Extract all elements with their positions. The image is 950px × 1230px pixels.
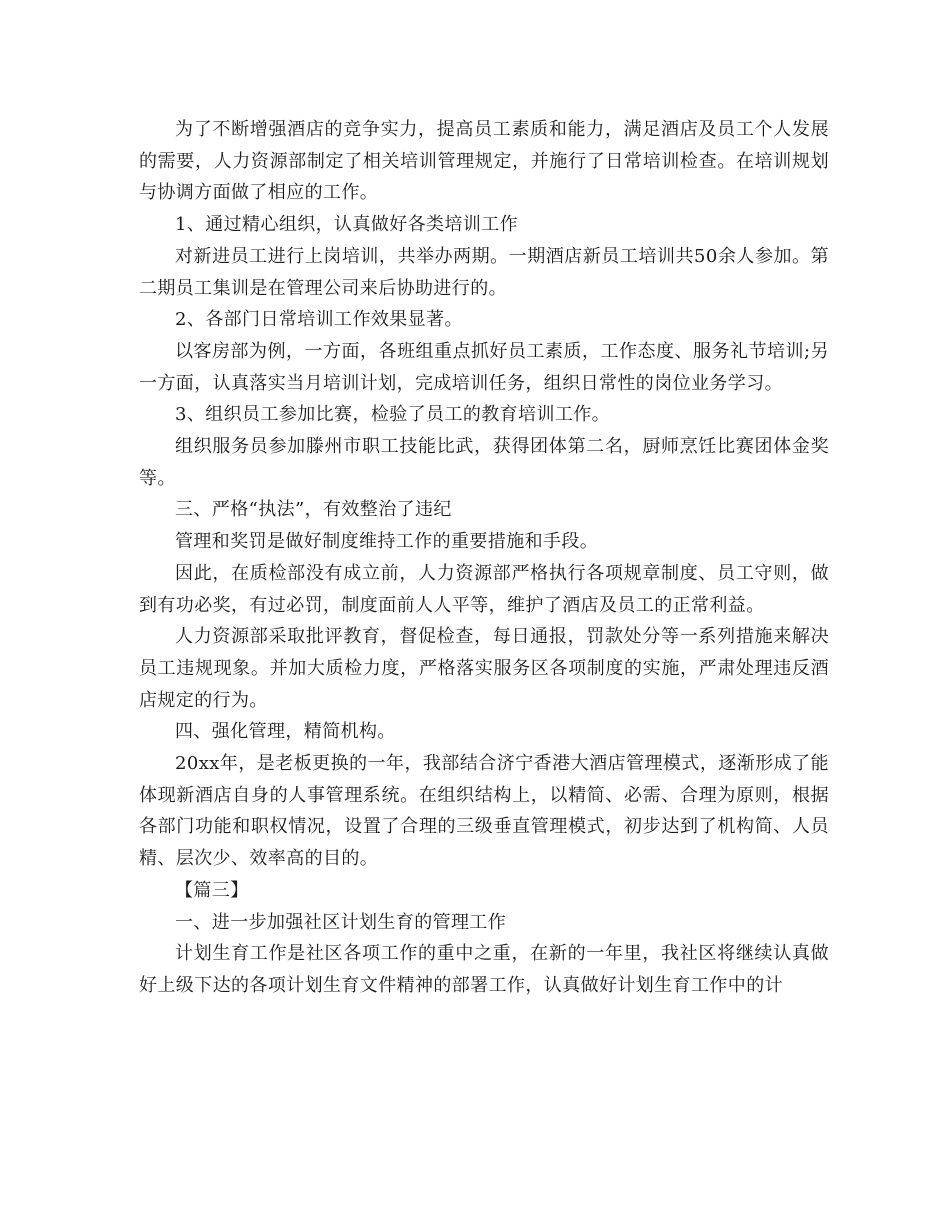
section-heading: 四、强化管理，精简机构。 — [175, 721, 396, 743]
paragraph: 20xx年，是老板更换的一年，我部结合济宁香港大酒店管理模式，逐渐形成了能体现新酒店自身的人事管理系统。在组织结构上，以精简、必需、合理为原则，根据各部门功能和职权情况，设置了合理的三级垂直管理模式，初步达到了机构简、人员精、层次少、效率高的目的。 — [139, 753, 829, 870]
section-heading: 一、进一步加强社区计划生育的管理工作 — [175, 911, 507, 933]
paragraph: 人力资源部采取批评教育，督促检查，每日通报，罚款处分等一系列措施来解决员工违规现象。并加大质检力度，严格落实服务区各项制度的实施，严肃处理违反酒店规定的行为。 — [139, 626, 829, 711]
paragraph: 计划生育工作是社区各项工作的重中之重，在新的一年里，我社区将继续认真做好上级下达的各项计划生育文件精神的部署工作，认真做好计划生育工作中的计 — [139, 943, 829, 996]
section-heading: 三、严格“执法”，有效整治了违纪 — [175, 499, 452, 521]
document-body — [139, 114, 829, 1002]
paragraph: 对新进员工进行上岗培训，共举办两期。一期酒店新员工培训共50余人参加。第二期员工集训是在管理公司来后协助进行的。 — [139, 245, 829, 299]
section-heading: 2、各部门日常培训工作效果显著。 — [175, 309, 463, 331]
paragraph: 因此，在质检部没有成立前，人力资源部严格执行各项规章制度、员工守则，做到有功必奖，有过必罚，制度面前人人平等，维护了酒店及员工的正常利益。 — [139, 562, 829, 616]
paragraph: 以客房部为例，一方面，各班组重点抓好员工素质，工作态度、服务礼节培训;另一方面，认真落实当月培训计划，完成培训任务，组织日常性的岗位业务学习。 — [139, 340, 829, 394]
paragraph: 组织服务员参加滕州市职工技能比武，获得团体第二名，厨师烹饪比赛团体金奖等。 — [139, 436, 829, 489]
paragraph: 为了不断增强酒店的竞争实力，提高员工素质和能力，满足酒店及员工个人发展的需要，人力资源部制定了相关培训管理规定，并施行了日常培训检查。在培训规划与协调方面做了相应的工作。 — [139, 119, 829, 204]
paragraph: 管理和奖罚是做好制度维持工作的重要措施和手段。 — [175, 531, 599, 553]
section-heading: 3、组织员工参加比赛，检验了员工的教育培训工作。 — [175, 404, 611, 426]
part-heading: 【篇三】 — [175, 879, 249, 901]
section-heading: 1、通过精心组织，认真做好各类培训工作 — [175, 214, 519, 236]
